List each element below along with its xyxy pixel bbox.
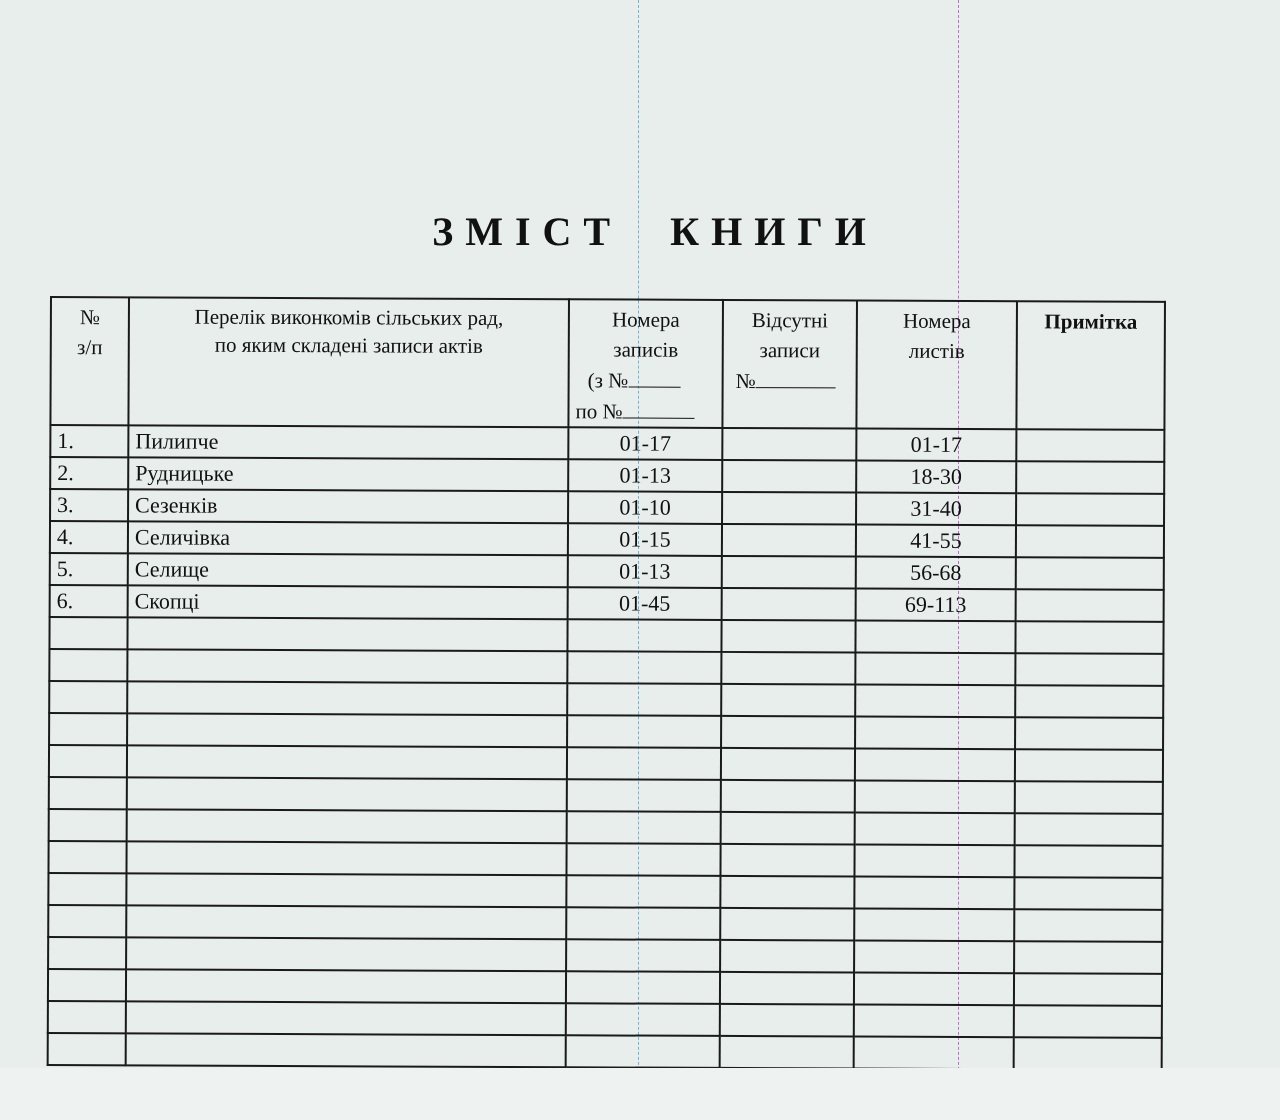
empty-cell — [1015, 653, 1163, 686]
empty-cell — [127, 745, 567, 779]
empty-cell — [1014, 877, 1162, 910]
empty-cell — [854, 1037, 1014, 1070]
empty-cell — [1014, 845, 1162, 878]
header-council-list: Перелік виконкомів сільських рад, по яким складені записи актів — [128, 297, 569, 427]
empty-cell — [126, 937, 566, 971]
empty-cell — [566, 939, 720, 972]
empty-cell — [567, 619, 721, 652]
empty-cell — [854, 973, 1014, 1006]
empty-cell — [1015, 621, 1163, 654]
empty-cell — [854, 1005, 1014, 1038]
empty-cell — [854, 845, 1014, 878]
empty-cell — [720, 844, 854, 877]
empty-cell — [855, 813, 1015, 846]
empty-cell — [1014, 1005, 1162, 1038]
empty-cell — [1015, 781, 1163, 814]
empty-table-row — [48, 1033, 1162, 1070]
empty-table-row — [49, 649, 1163, 686]
empty-cell — [854, 909, 1014, 942]
empty-cell — [48, 905, 126, 937]
empty-cell — [126, 905, 566, 939]
empty-cell — [721, 684, 855, 717]
empty-cell — [854, 877, 1014, 910]
empty-cell — [855, 749, 1015, 782]
empty-cell — [567, 811, 721, 844]
header-sheet-numbers: Номера листів — [856, 301, 1017, 430]
empty-cell — [126, 1033, 566, 1067]
empty-cell — [127, 809, 567, 843]
empty-cell — [1015, 685, 1163, 718]
empty-cell — [127, 617, 567, 651]
empty-table-row — [48, 841, 1162, 878]
empty-cell — [721, 748, 855, 781]
empty-table-row — [49, 745, 1163, 782]
empty-cell — [126, 841, 566, 875]
empty-cell — [567, 715, 721, 748]
empty-cell — [566, 907, 720, 940]
empty-cell — [855, 621, 1015, 654]
empty-cell — [720, 940, 854, 973]
empty-cell — [855, 717, 1015, 750]
empty-table-row — [48, 905, 1162, 942]
empty-cell — [566, 843, 720, 876]
empty-cell — [566, 1035, 720, 1068]
empty-cell — [127, 649, 567, 683]
empty-cell — [49, 617, 127, 649]
empty-table-row — [49, 713, 1163, 750]
empty-cell — [720, 1004, 854, 1037]
empty-cell — [127, 777, 567, 811]
empty-table-row — [49, 681, 1163, 718]
empty-cell — [566, 875, 720, 908]
empty-cell — [1015, 749, 1163, 782]
empty-table-row — [48, 1001, 1162, 1038]
empty-table-row — [48, 969, 1162, 1006]
empty-cell — [49, 681, 127, 713]
empty-cell — [721, 780, 855, 813]
empty-cell — [720, 876, 854, 909]
empty-cell — [566, 971, 720, 1004]
empty-cell — [1015, 813, 1163, 846]
table-row: 1. Пилипче 01-17 01-17 — [50, 425, 1164, 462]
empty-cell — [49, 745, 127, 777]
empty-cell — [567, 683, 721, 716]
header-number: № з/п — [50, 297, 129, 425]
empty-cell — [1014, 909, 1162, 942]
header-note: Примітка — [1016, 301, 1165, 430]
table-row: 3. Сезенків 01-10 31-40 — [50, 489, 1164, 526]
empty-cell — [48, 841, 126, 873]
empty-cell — [48, 1001, 126, 1033]
empty-table-row — [48, 937, 1162, 974]
empty-cell — [855, 685, 1015, 718]
empty-cell — [49, 649, 127, 681]
empty-cell — [721, 652, 855, 685]
empty-cell — [567, 747, 721, 780]
empty-cell — [855, 781, 1015, 814]
empty-table-row — [49, 617, 1163, 654]
header-record-numbers: Номера записів (з № по № — [568, 299, 723, 428]
empty-table-row — [49, 809, 1163, 846]
empty-cell — [721, 716, 855, 749]
page-bottom-edge — [0, 1068, 1280, 1120]
table-row: 2. Рудницьке 01-13 18-30 — [50, 457, 1164, 494]
empty-table-row — [49, 777, 1163, 814]
empty-cell — [127, 713, 567, 747]
empty-cell — [126, 1001, 566, 1035]
table-row: 5. Селище 01-13 56-68 — [50, 553, 1164, 590]
empty-cell — [567, 651, 721, 684]
empty-cell — [48, 873, 126, 905]
empty-cell — [567, 779, 721, 812]
empty-cell — [48, 937, 126, 969]
empty-cell — [720, 908, 854, 941]
contents-table — [47, 296, 1166, 1071]
empty-cell — [49, 713, 127, 745]
empty-cell — [720, 1036, 854, 1069]
empty-cell — [1014, 973, 1162, 1006]
empty-cell — [126, 873, 566, 907]
empty-cell — [48, 1033, 126, 1065]
header-missing-records: Відсутні записи № — [722, 300, 857, 429]
empty-cell — [1014, 1037, 1162, 1070]
empty-cell — [126, 969, 566, 1003]
table-row: 6. Скопці 01-45 69-113 — [50, 585, 1164, 622]
empty-cell — [48, 969, 126, 1001]
empty-cell — [720, 972, 854, 1005]
page-title: ЗМІСТ КНИГИ — [432, 209, 878, 254]
empty-cell — [49, 809, 127, 841]
empty-cell — [855, 653, 1015, 686]
empty-cell — [1015, 717, 1163, 750]
empty-cell — [49, 777, 127, 809]
empty-cell — [721, 620, 855, 653]
table-row: 4. Селичівка 01-15 41-55 — [50, 521, 1164, 558]
empty-table-row — [48, 873, 1162, 910]
empty-cell — [721, 812, 855, 845]
empty-cell — [1014, 941, 1162, 974]
empty-cell — [566, 1003, 720, 1036]
table-header-row — [50, 297, 1165, 430]
empty-cell — [854, 941, 1014, 974]
empty-cell — [127, 681, 567, 715]
